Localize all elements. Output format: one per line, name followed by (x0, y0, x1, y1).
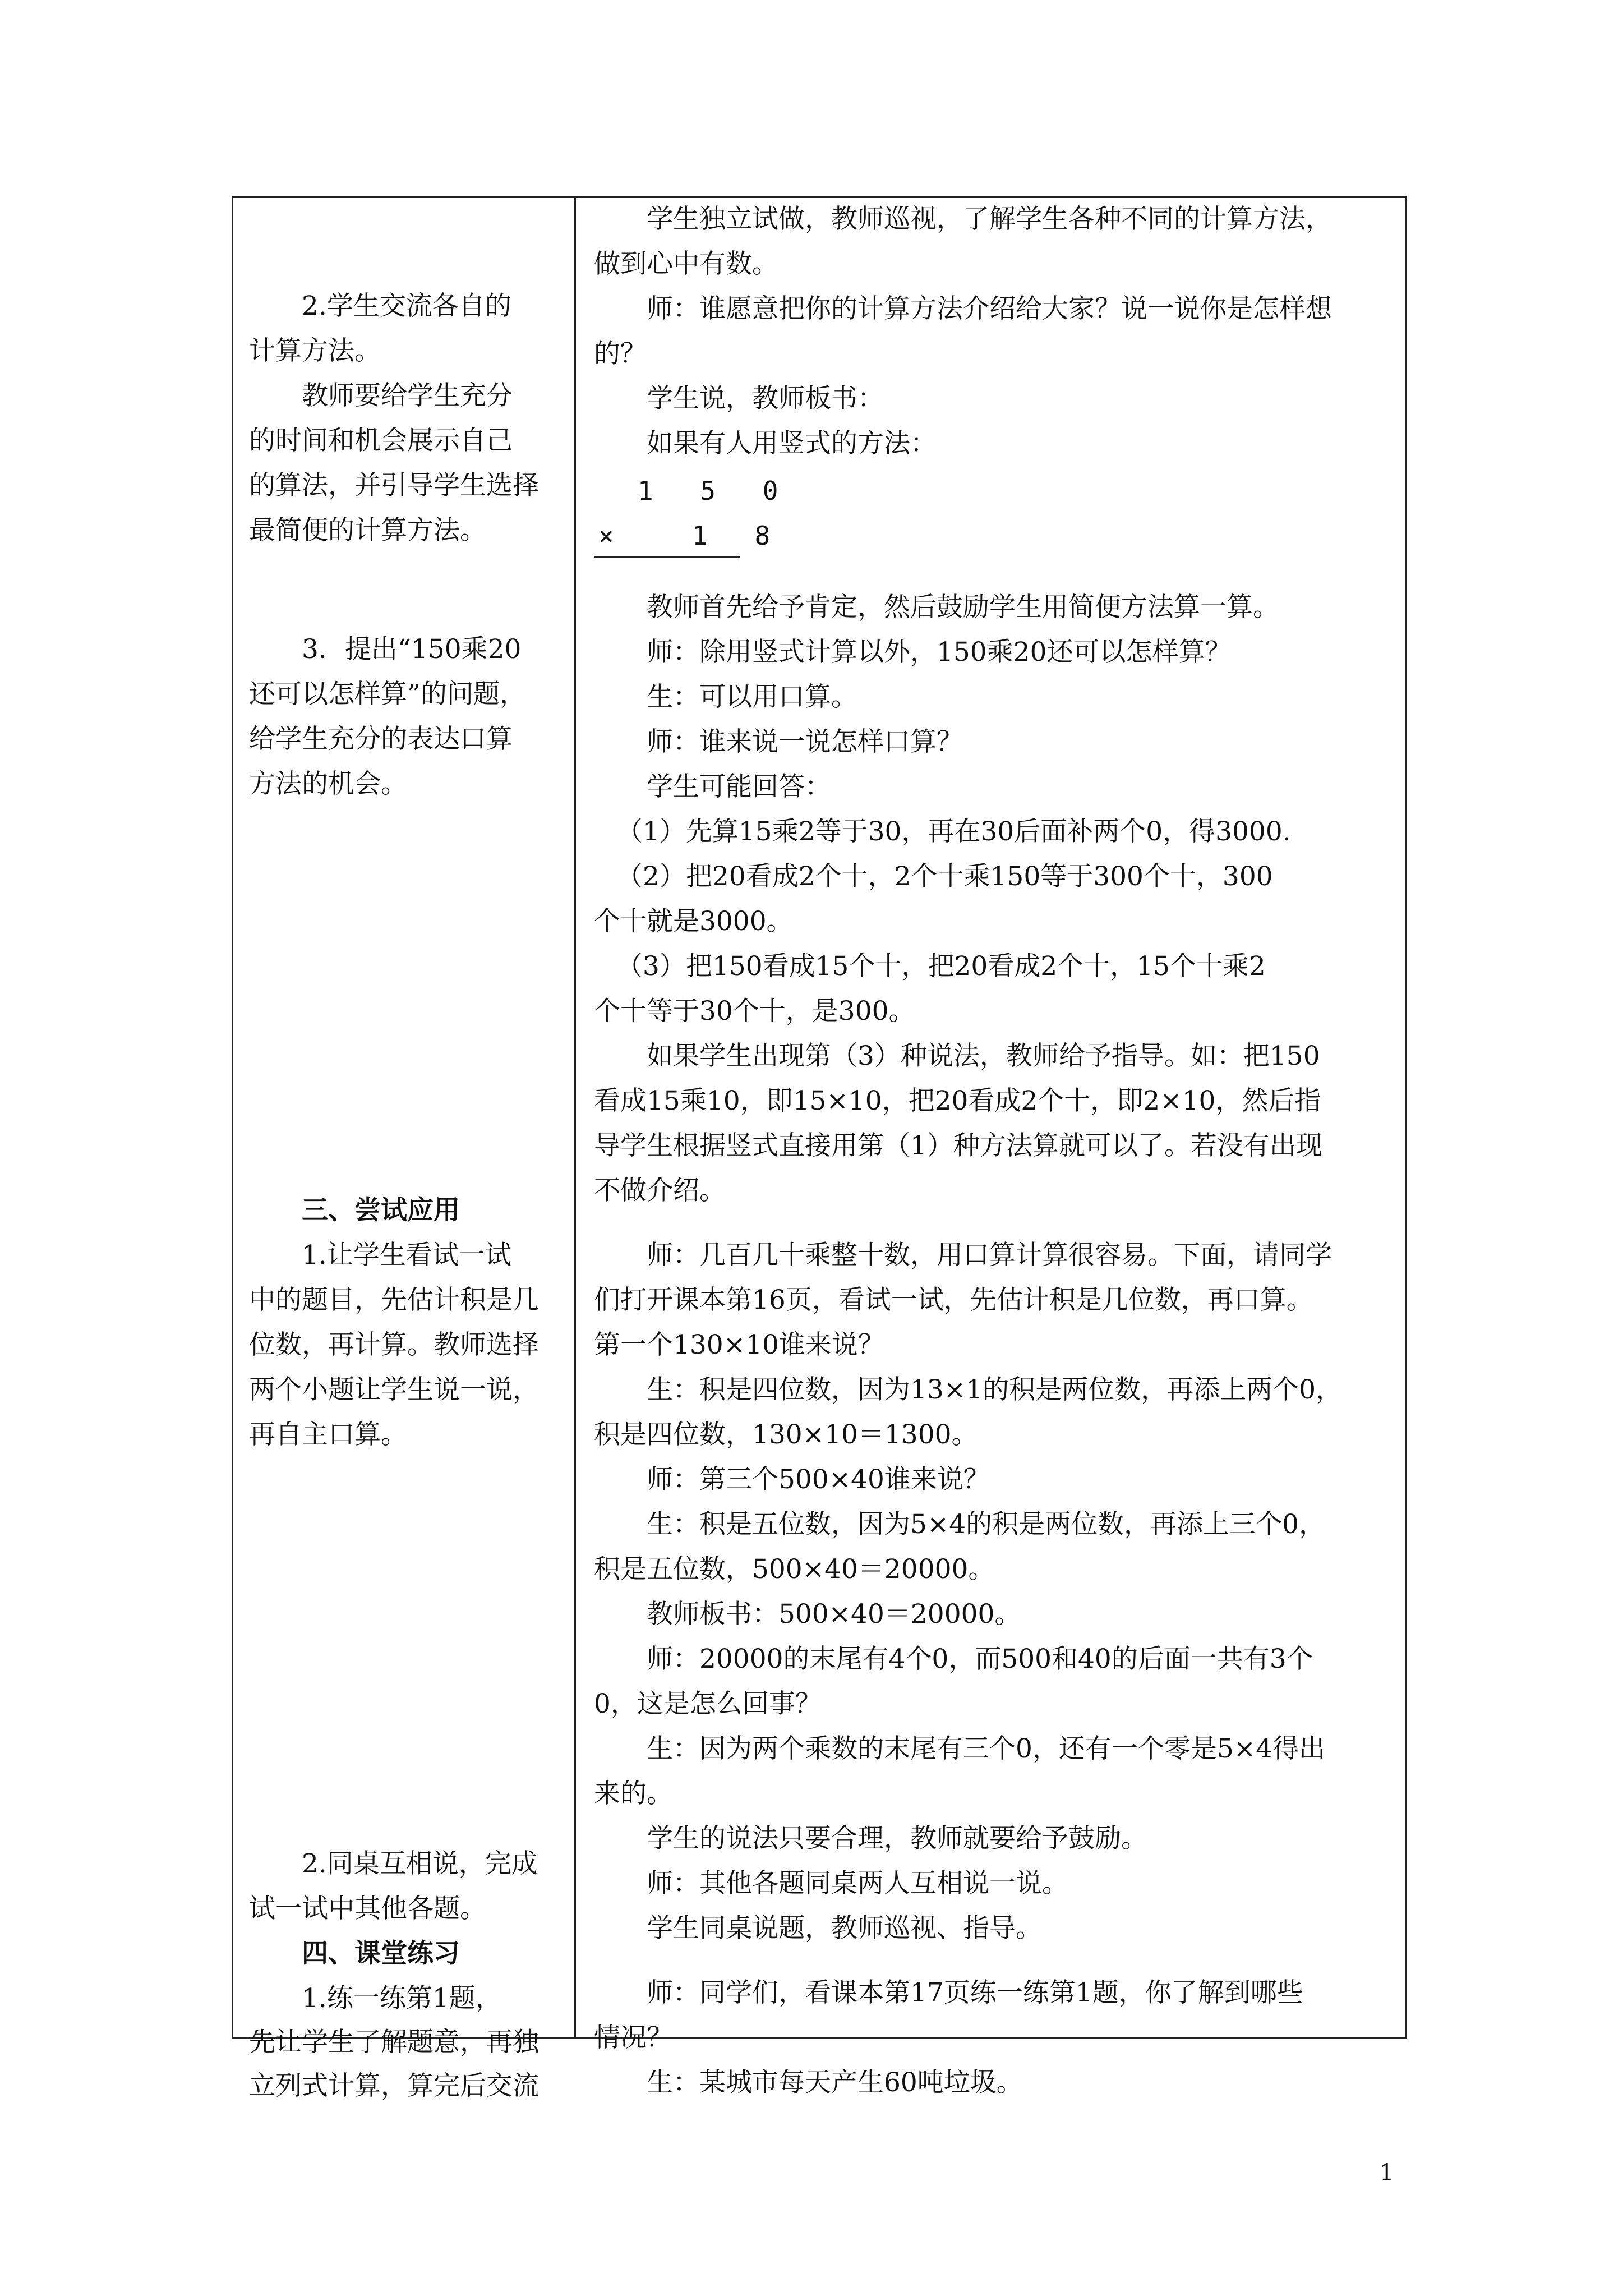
text-line: 还可以怎样算”的问题， (249, 679, 527, 710)
section-heading: 四、课堂练习 (302, 1938, 460, 1969)
section-heading: 三、尝试应用 (302, 1195, 460, 1226)
text-line: 师：其他各题同桌两人互相说一说。 (647, 1868, 1068, 1899)
text-line: 来的。 (594, 1778, 673, 1809)
text-line: 教师板书：500×40＝20000。 (647, 1599, 1021, 1630)
text-line: 中的题目，先估计积是几 (249, 1285, 539, 1315)
text-line: 教师要给学生充分 (302, 380, 513, 411)
text-line: 如果学生出现第（3）种说法，教师给予指导。如：把150 (647, 1041, 1320, 1071)
text-line: 计算方法。 (249, 335, 381, 366)
text-line: 如果有人用竖式的方法： (647, 428, 937, 459)
text-line: 师：谁来说一说怎样口算？ (647, 726, 963, 757)
text-line: 1.练一练第1题， (302, 1983, 502, 2014)
text-line: 教师首先给予肯定，然后鼓励学生用简便方法算一算。 (647, 592, 1279, 623)
text-line: 师：除用竖式计算以外，150乘20还可以怎样算？ (647, 637, 1232, 668)
text-line: （1）先算15乘2等于30，再在30后面补两个0，得3000. (616, 816, 1291, 847)
text-line: 给学生充分的表达口算 (249, 724, 513, 754)
column-divider (574, 198, 576, 2037)
text-line: 学生的说法只要合理，教师就要给予鼓励。 (647, 1823, 1147, 1854)
text-line: 两个小题让学生说一说， (249, 1374, 539, 1405)
text-line: 积是五位数，500×40＝20000。 (594, 1554, 995, 1585)
text-line: （2）把20看成2个十，2个十乘150等于300个十，300 (616, 861, 1273, 892)
text-line: 师：第三个500×40谁来说？ (647, 1464, 990, 1495)
vertical-calc-bottom: × 1 8 (598, 521, 786, 551)
text-line: 第一个130×10谁来说？ (594, 1329, 884, 1360)
text-line: 试一试中其他各题。 (249, 1893, 486, 1924)
text-line: 0，这是怎么回事？ (594, 1688, 822, 1719)
text-line: 积是四位数，130×10＝1300。 (594, 1419, 978, 1450)
text-line: 2.同桌互相说，完成 (302, 1848, 538, 1879)
text-line: 的？ (594, 338, 647, 369)
text-line: 3．提出“150乘20 (302, 634, 522, 665)
lesson-table (232, 196, 1407, 2101)
text-line: 立列式计算，算完后交流 (249, 2070, 539, 2101)
text-line: 的算法，并引导学生选择 (249, 470, 539, 501)
text-line: 生：某城市每天产生60吨垃圾。 (647, 2067, 1023, 2098)
text-line: 再自主口算。 (249, 1419, 407, 1450)
text-line: 生：因为两个乘数的末尾有三个0，还有一个零是5×4得出 (647, 1733, 1326, 1764)
text-line: 个十就是3000。 (594, 906, 793, 937)
text-line: 学生独立试做，教师巡视，了解学生各种不同的计算方法， (647, 204, 1332, 234)
text-line: 学生说，教师板书： (647, 383, 884, 414)
text-line: 2.学生交流各自的 (302, 291, 511, 321)
text-line: （3）把150看成15个十，把20看成2个十，15个十乘2 (616, 951, 1266, 982)
text-line: 学生可能回答： (647, 771, 831, 802)
text-line: 的时间和机会展示自己 (249, 425, 513, 456)
page-number: 1 (1380, 2160, 1394, 2185)
text-line: 师：几百几十乘整十数，用口算计算很容易。下面，请同学 (647, 1240, 1332, 1271)
text-line: 生：可以用口算。 (647, 682, 857, 712)
text-line: 不做介绍。 (594, 1175, 726, 1206)
calc-underline (594, 556, 740, 558)
text-line: 1.让学生看试一试 (302, 1240, 511, 1271)
text-line: 生：积是五位数，因为5×4的积是两位数，再添上三个0， (647, 1509, 1326, 1540)
text-line: 们打开课本第16页，看试一试，先估计积是几位数，再口算。 (594, 1285, 1313, 1315)
text-line: 情况？ (594, 2022, 673, 2053)
text-line: 看成15乘10，即15×10，把20看成2个十，即2×10，然后指 (594, 1085, 1321, 1116)
text-line: 先让学生了解题意，再独 (249, 2027, 539, 2058)
text-line: 师：同学们，看课本第17页练一练第1题，你了解到哪些 (647, 1977, 1303, 2008)
text-line: 做到心中有数。 (594, 249, 778, 279)
text-line: 生：积是四位数，因为13×1的积是两位数，再添上两个0， (647, 1374, 1342, 1405)
text-line: 导学生根据竖式直接用第（1）种方法算就可以了。若没有出现 (594, 1130, 1322, 1161)
text-line: 个十等于30个十，是300。 (594, 996, 915, 1027)
text-line: 学生同桌说题，教师巡视、指导。 (647, 1913, 1042, 1944)
text-line: 最简便的计算方法。 (249, 515, 486, 546)
text-line: 师：谁愿意把你的计算方法介绍给大家？说一说你是怎样想 (647, 293, 1332, 324)
vertical-calc-top: 1 5 0 (638, 476, 794, 506)
text-line: 方法的机会。 (249, 769, 407, 799)
text-line: 位数，再计算。教师选择 (249, 1329, 539, 1360)
text-line: 师：20000的末尾有4个0，而500和40的后面一共有3个 (647, 1644, 1313, 1674)
